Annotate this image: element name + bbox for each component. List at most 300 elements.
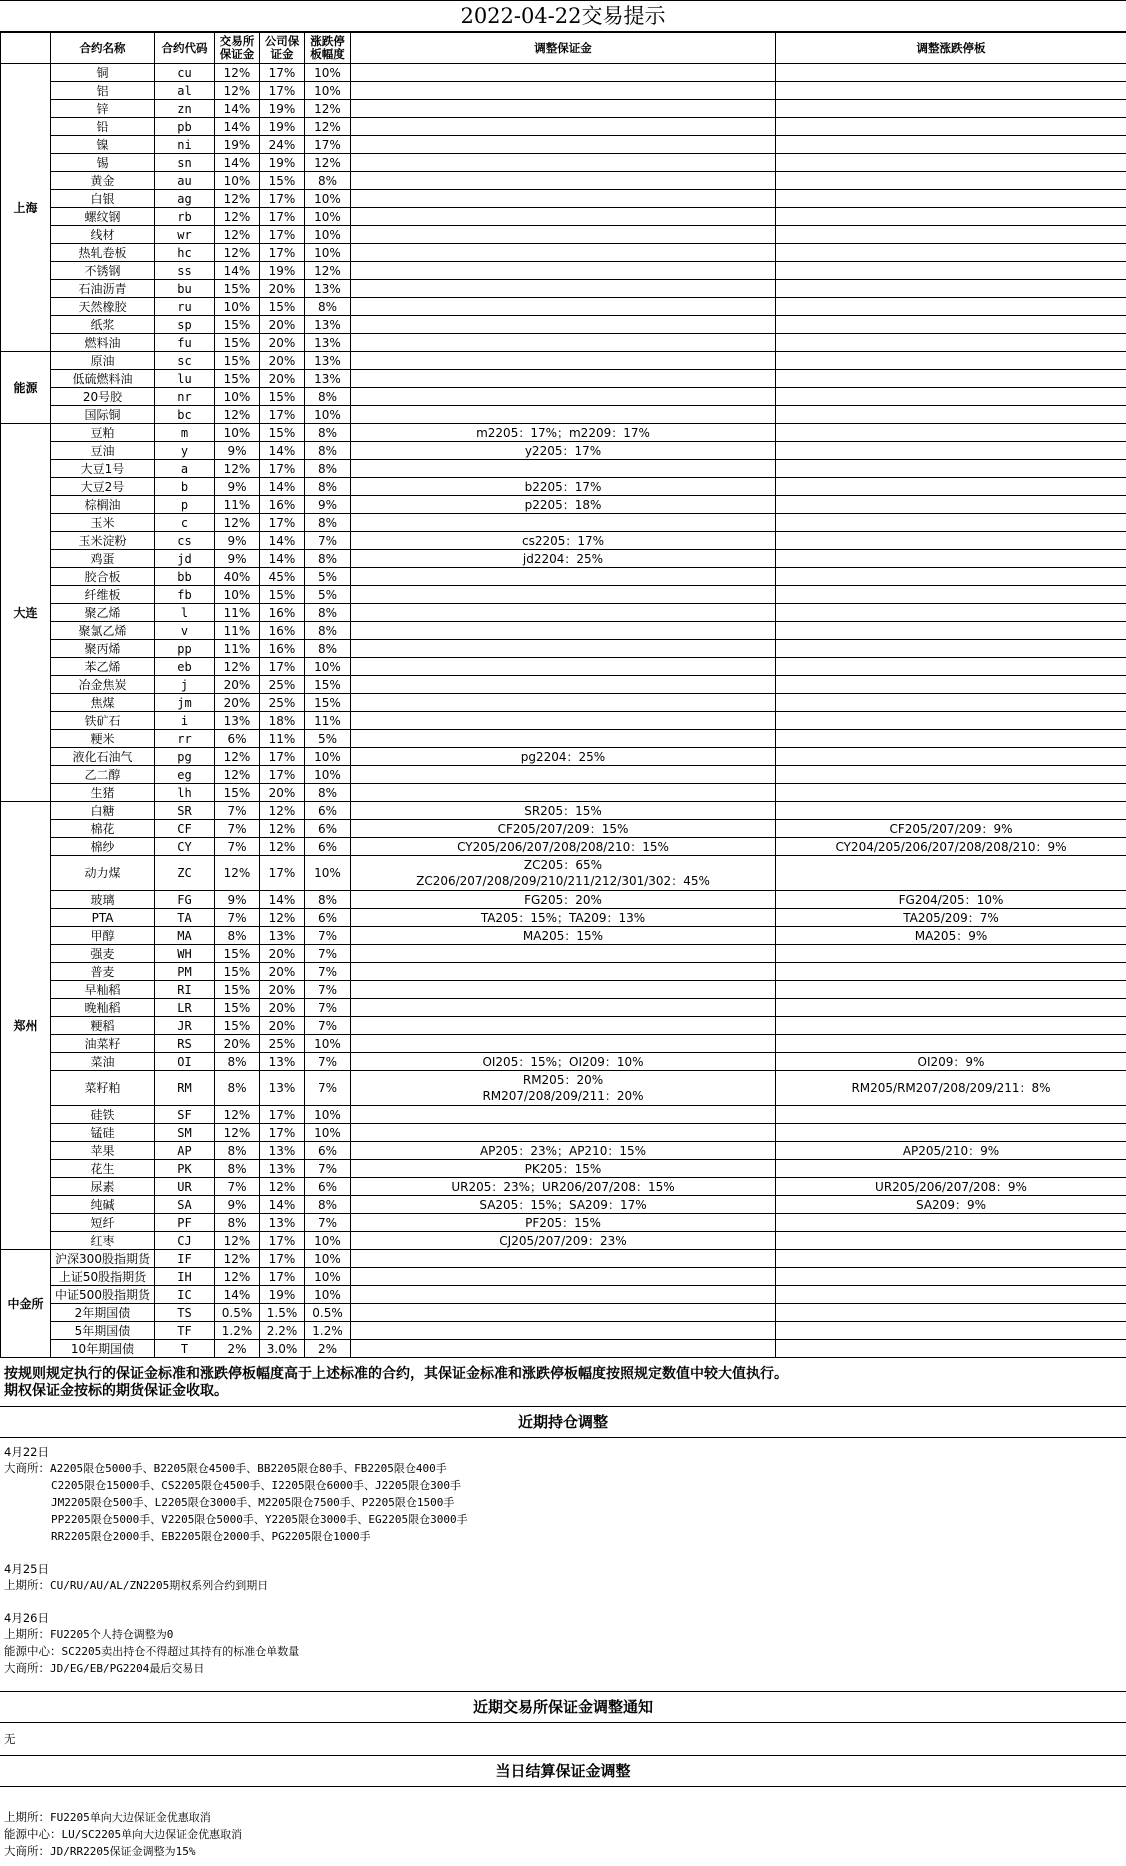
adjust-margin [351,136,776,154]
header-code: 合约代码 [155,33,215,64]
exchange-margin: 0.5% [215,1304,260,1322]
adjust-limit: FG204/205：10% [776,891,1126,909]
contract-code: MA [155,927,215,945]
adjust-limit: RM205/RM207/208/209/211：8% [776,1071,1126,1106]
contract-name: 油菜籽 [51,1035,155,1053]
position-line-text: RR2205限仓2000手、EB2205限仓2000手、PG2205限仓1000手 [51,1530,371,1543]
header-exchange [1,33,51,64]
company-margin: 12% [260,802,305,820]
company-margin: 14% [260,532,305,550]
limit-range: 13% [305,280,351,298]
contract-code: nr [155,388,215,406]
company-margin: 20% [260,945,305,963]
contract-code: ni [155,136,215,154]
exchange-margin: 11% [215,622,260,640]
adjust-limit [776,478,1126,496]
position-line-text: CU/RU/AU/AL/ZN2205期权系列合约到期日 [50,1579,268,1592]
company-margin: 20% [260,352,305,370]
company-margin: 20% [260,316,305,334]
company-margin: 19% [260,1286,305,1304]
contract-code: fb [155,586,215,604]
settlement-line-exchange: 上期所： [4,1810,50,1824]
exchange-margin: 12% [215,658,260,676]
exchange-margin: 15% [215,784,260,802]
adjust-limit [776,856,1126,891]
company-margin: 17% [260,460,305,478]
adjust-margin [351,154,776,172]
adjust-limit [776,784,1126,802]
exchange-margin: 8% [215,1142,260,1160]
company-margin: 20% [260,370,305,388]
table-row [1,748,1126,766]
company-margin: 12% [260,838,305,856]
contract-name: 普麦 [51,963,155,981]
settlement-section-body [0,1787,1126,1866]
adjust-margin [351,586,776,604]
company-margin: 12% [260,1178,305,1196]
table-row [1,1142,1126,1160]
adjust-margin [351,370,776,388]
exchange-margin: 10% [215,388,260,406]
adjust-limit: CY204/205/206/207/208/208/210：9% [776,838,1126,856]
table-row [1,496,1126,514]
contract-name: 白银 [51,190,155,208]
company-margin: 17% [260,406,305,424]
contract-code: b [155,478,215,496]
limit-range: 8% [305,514,351,532]
contract-code: ag [155,190,215,208]
adjust-margin-line: y2205：17% [351,443,775,459]
exchange-margin: 12% [215,748,260,766]
settlement-line-text: FU2205单向大边保证金优惠取消 [50,1811,211,1824]
limit-range: 7% [305,1160,351,1178]
contract-name: 低硫燃料油 [51,370,155,388]
contract-code: T [155,1340,215,1358]
contract-name: 聚氯乙烯 [51,622,155,640]
settlement-section-title: 当日结算保证金调整 [0,1756,1126,1787]
adjust-margin [351,406,776,424]
table-row [1,856,1126,891]
limit-range: 8% [305,784,351,802]
adjust-limit [776,1340,1126,1358]
adjust-limit [776,64,1126,82]
contract-name: 铝 [51,82,155,100]
rules-note-line: 期权保证金按标的期货保证金收取。 [4,1383,1122,1400]
table-row [1,604,1126,622]
adjust-margin [351,316,776,334]
position-line-exchange: 能源中心： [4,1644,62,1658]
contract-code: al [155,82,215,100]
table-row [1,388,1126,406]
contract-code: c [155,514,215,532]
contract-code: cu [155,64,215,82]
adjust-limit [776,172,1126,190]
table-row [1,784,1126,802]
contract-name: 焦煤 [51,694,155,712]
company-margin: 16% [260,640,305,658]
limit-range: 12% [305,100,351,118]
limit-range: 13% [305,370,351,388]
contract-name: 聚丙烯 [51,640,155,658]
limit-range: 10% [305,64,351,82]
adjust-margin [351,1142,776,1160]
company-margin: 14% [260,442,305,460]
adjust-margin [351,802,776,820]
contract-code: jm [155,694,215,712]
position-line-exchange: 大商所： [4,1661,50,1675]
adjust-margin [351,820,776,838]
exchange-margin: 15% [215,370,260,388]
company-margin: 17% [260,1268,305,1286]
adjust-margin-line: CF205/207/209：15% [351,821,775,837]
adjust-limit [776,298,1126,316]
limit-range: 5% [305,568,351,586]
company-margin: 1.5% [260,1304,305,1322]
contract-code: SR [155,802,215,820]
adjust-margin [351,748,776,766]
limit-range: 6% [305,1142,351,1160]
exchange-margin: 6% [215,730,260,748]
adjust-limit [776,208,1126,226]
limit-range: 8% [305,442,351,460]
contract-code: lh [155,784,215,802]
position-line [4,1626,1122,1643]
adjust-margin [351,1178,776,1196]
table-row [1,352,1126,370]
company-margin: 20% [260,280,305,298]
limit-range: 1.2% [305,1322,351,1340]
adjust-limit [776,802,1126,820]
company-margin: 17% [260,1250,305,1268]
contract-code: eg [155,766,215,784]
contract-name: 锰硅 [51,1124,155,1142]
table-row [1,226,1126,244]
limit-range: 6% [305,838,351,856]
contract-code: bb [155,568,215,586]
adjust-margin [351,838,776,856]
company-margin: 15% [260,172,305,190]
company-margin: 14% [260,1196,305,1214]
contract-name: 白糖 [51,802,155,820]
adjust-limit [776,262,1126,280]
exchange-margin: 9% [215,1196,260,1214]
exchange-label: 郑州 [1,802,51,1250]
table-row [1,370,1126,388]
adjust-margin [351,1071,776,1106]
limit-range: 7% [305,1053,351,1071]
adjust-margin [351,442,776,460]
contract-name: 纸浆 [51,316,155,334]
table-row [1,334,1126,352]
table-row [1,460,1126,478]
contract-name: 天然橡胶 [51,298,155,316]
adjust-limit: UR205/206/207/208：9% [776,1178,1126,1196]
contract-name: 玻璃 [51,891,155,909]
adjust-margin [351,856,776,891]
adjust-limit [776,514,1126,532]
company-margin: 17% [260,514,305,532]
contract-code: SA [155,1196,215,1214]
limit-range: 7% [305,1071,351,1106]
adjust-margin [351,532,776,550]
adjust-margin [351,1160,776,1178]
contract-code: y [155,442,215,460]
adjust-limit [776,1304,1126,1322]
adjust-margin [351,1250,776,1268]
exchange-label: 上海 [1,64,51,352]
position-line [4,1511,1122,1528]
exchange-margin: 14% [215,100,260,118]
contract-name: 豆粕 [51,424,155,442]
company-margin: 20% [260,334,305,352]
table-row [1,963,1126,981]
exchange-margin: 7% [215,838,260,856]
company-margin: 16% [260,622,305,640]
contract-name: 胶合板 [51,568,155,586]
company-margin: 16% [260,604,305,622]
adjust-margin [351,298,776,316]
exchange-margin: 12% [215,1268,260,1286]
contract-code: rb [155,208,215,226]
adjust-margin [351,730,776,748]
table-row [1,442,1126,460]
contract-code: pb [155,118,215,136]
limit-range: 10% [305,856,351,891]
exchange-margin: 19% [215,136,260,154]
table-row [1,172,1126,190]
adjust-margin [351,694,776,712]
contract-code: jd [155,550,215,568]
adjust-margin [351,262,776,280]
company-margin: 19% [260,262,305,280]
company-margin: 13% [260,1160,305,1178]
contract-code: ss [155,262,215,280]
settlement-line-text: LU/SC2205单向大边保证金优惠取消 [62,1828,243,1841]
adjust-margin [351,1286,776,1304]
adjust-margin [351,622,776,640]
position-line-exchange: 上期所： [4,1578,50,1592]
adjust-margin-line: SA205：15%；SA209：17% [351,1197,775,1213]
limit-range: 12% [305,262,351,280]
contract-name: 液化石油气 [51,748,155,766]
table-row [1,891,1126,909]
settlement-line-text: JD/RR2205保证金调整为15% [50,1845,195,1858]
contract-name: 镍 [51,136,155,154]
adjust-limit [776,1250,1126,1268]
contract-name: 铁矿石 [51,712,155,730]
exchange-margin: 10% [215,586,260,604]
position-section-body [0,1438,1126,1692]
limit-range: 10% [305,208,351,226]
limit-range: 6% [305,802,351,820]
limit-range: 8% [305,172,351,190]
table-row [1,532,1126,550]
exchange-margin: 40% [215,568,260,586]
limit-range: 12% [305,118,351,136]
adjust-margin-line: SR205：15% [351,803,775,819]
adjust-margin [351,496,776,514]
adjust-margin [351,927,776,945]
contract-code: RI [155,981,215,999]
limit-range: 6% [305,820,351,838]
limit-range: 8% [305,388,351,406]
exchange-margin: 15% [215,945,260,963]
company-margin: 20% [260,1017,305,1035]
exchange-margin: 12% [215,190,260,208]
adjust-margin-line: cs2205：17% [351,533,775,549]
company-margin: 25% [260,1035,305,1053]
exchange-margin: 20% [215,694,260,712]
contract-name: 早籼稻 [51,981,155,999]
company-margin: 17% [260,766,305,784]
adjust-limit: SA209：9% [776,1196,1126,1214]
adjust-limit [776,190,1126,208]
adjust-margin-line: PF205：15% [351,1215,775,1231]
exchange-margin: 1.2% [215,1322,260,1340]
adjust-margin-line: RM207/208/209/211：20% [351,1088,775,1104]
exchange-margin-section-title: 近期交易所保证金调整通知 [0,1692,1126,1723]
contract-name: 国际铜 [51,406,155,424]
table-row [1,478,1126,496]
table-row [1,1017,1126,1035]
adjust-margin [351,999,776,1017]
table-row [1,927,1126,945]
contract-code: RS [155,1035,215,1053]
exchange-margin: 15% [215,999,260,1017]
adjust-limit [776,424,1126,442]
exchange-margin-section-body [0,1723,1126,1756]
adjust-margin-line: b2205：17% [351,479,775,495]
contract-code: v [155,622,215,640]
table-row [1,244,1126,262]
company-margin: 17% [260,208,305,226]
limit-range: 17% [305,136,351,154]
adjust-margin [351,784,776,802]
exchange-margin: 12% [215,460,260,478]
company-margin: 13% [260,1071,305,1106]
page-title: 2022-04-22交易提示 [0,0,1126,32]
adjust-limit [776,1160,1126,1178]
adjust-margin [351,244,776,262]
limit-range: 8% [305,640,351,658]
contract-name: 热轧卷板 [51,244,155,262]
table-row [1,298,1126,316]
limit-range: 13% [305,334,351,352]
adjust-limit [776,712,1126,730]
contract-name: 菜籽粕 [51,1071,155,1106]
exchange-margin: 20% [215,676,260,694]
table-row [1,658,1126,676]
table-row [1,676,1126,694]
contract-name: 苹果 [51,1142,155,1160]
exchange-margin: 2% [215,1340,260,1358]
table-row [1,838,1126,856]
company-margin: 19% [260,100,305,118]
contract-code: l [155,604,215,622]
adjust-limit [776,622,1126,640]
table-row [1,136,1126,154]
contract-code: cs [155,532,215,550]
adjust-margin [351,712,776,730]
position-line [4,1577,1122,1594]
limit-range: 8% [305,1196,351,1214]
contract-code: OI [155,1053,215,1071]
adjust-limit: CF205/207/209：9% [776,820,1126,838]
adjust-limit [776,1124,1126,1142]
adjust-limit [776,1286,1126,1304]
table-row [1,712,1126,730]
company-margin: 25% [260,694,305,712]
contract-name: 花生 [51,1160,155,1178]
exchange-margin: 9% [215,532,260,550]
exchange-margin: 9% [215,550,260,568]
adjust-limit [776,766,1126,784]
contract-code: fu [155,334,215,352]
contract-name: 棉纱 [51,838,155,856]
adjust-limit [776,748,1126,766]
rules-note [0,1358,1126,1407]
limit-range: 7% [305,1017,351,1035]
company-margin: 17% [260,1124,305,1142]
exchange-margin: 12% [215,1106,260,1124]
position-line [4,1494,1122,1511]
adjust-margin [351,424,776,442]
limit-range: 13% [305,316,351,334]
position-line-text: JD/EG/EB/PG2204最后交易日 [50,1662,204,1675]
limit-range: 10% [305,244,351,262]
exchange-margin: 8% [215,1214,260,1232]
limit-range: 8% [305,298,351,316]
company-margin: 15% [260,388,305,406]
position-line-text: PP2205限仓5000手、V2205限仓5000手、Y2205限仓3000手、EG2205限仓3000手 [51,1513,468,1526]
contract-name: 红枣 [51,1232,155,1250]
exchange-margin: 10% [215,424,260,442]
adjust-limit [776,352,1126,370]
exchange-margin: 8% [215,1053,260,1071]
contract-code: bu [155,280,215,298]
position-line-text: FU2205个人持仓调整为0 [50,1628,173,1641]
position-line [4,1643,1122,1660]
table-row [1,1250,1126,1268]
exchange-margin: 14% [215,1286,260,1304]
contract-name: 10年期国债 [51,1340,155,1358]
table-row [1,730,1126,748]
adjust-limit [776,388,1126,406]
company-margin: 17% [260,1232,305,1250]
contract-code: IC [155,1286,215,1304]
company-margin: 17% [260,1106,305,1124]
exchange-margin: 11% [215,496,260,514]
adjust-margin [351,190,776,208]
table-row [1,262,1126,280]
exchange-margin: 12% [215,766,260,784]
adjust-limit: MA205：9% [776,927,1126,945]
position-line-exchange: 上期所： [4,1627,50,1641]
adjust-margin-line: UR205：23%；UR206/207/208：15% [351,1179,775,1195]
adjust-margin [351,766,776,784]
table-row [1,550,1126,568]
company-margin: 11% [260,730,305,748]
company-margin: 15% [260,424,305,442]
exchange-margin: 10% [215,172,260,190]
position-line [4,1477,1122,1494]
contract-name: 强麦 [51,945,155,963]
limit-range: 10% [305,748,351,766]
exchange-margin: 12% [215,82,260,100]
contract-name: 大豆1号 [51,460,155,478]
adjust-limit [776,1035,1126,1053]
adjust-margin-line: m2205：17%；m2209：17% [351,425,775,441]
